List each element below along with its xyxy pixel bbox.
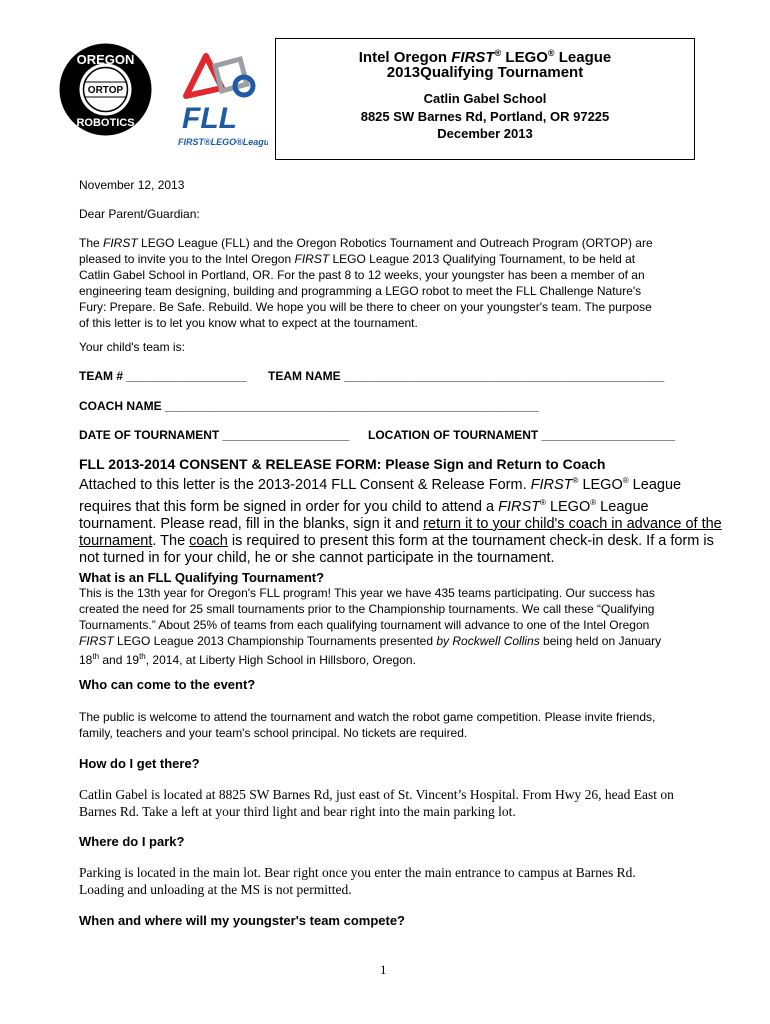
who-heading: Who can come to the event? (79, 677, 256, 692)
page-number: 1 (380, 962, 387, 977)
team-intro: Your child's team is: (79, 340, 185, 354)
park-heading: Where do I park? (79, 834, 185, 849)
compete-heading: When and where will my youngster's team compete? (79, 913, 405, 928)
ortop-center-text: ORTOP (87, 85, 124, 96)
team-number-field[interactable]: TEAM # __________________ (79, 369, 247, 383)
fll-logo (178, 48, 268, 148)
letter-date: November 12, 2013 (79, 178, 185, 192)
fll-caption-rest: ®LEGO®League (204, 137, 268, 147)
intro-paragraph: The FIRST LEGO League (FLL) and the Oregon Robotics Tournament and Outreach Program (ORTOP) are pleased to invite you to the Intel Oregon FIRST LEGO League 2013 Qualifying Tournament, to be held at Catlin Gabel School in Portland, OR. For the past 8 to 12 weeks, your youngster has been a member of an engineering team designing, building and programming a LEGO robot to meet the FLL Challenge Nature's Fury: Prepare. Be Safe. Rebuild. We hope you will be there to cheer on your youngster's team. The purpose of this letter is to let you know what to expect at the tournament. (79, 236, 653, 330)
header-address: 8825 SW Barnes Rd, Portland, OR 97225 (360, 109, 610, 124)
header-date: December 2013 (437, 126, 533, 141)
consent-paragraph: Attached to this letter is the 2013-2014 FLL Consent & Release Form. FIRST® LEGO® League requires that this form be signed in order for you child to attend a FIRST® LEGO® League tournament. Please read, fill in the blanks, sign it and return it to your child's coach in advance of the tournament. The coach is required to present this form at the tournament check-in desk. If a form is not turned in for your child, he or she cannot participate in the tournament. (79, 476, 722, 566)
consent-heading: FLL 2013-2014 CONSENT & RELEASE FORM: Please Sign and Return to Coach (79, 456, 606, 472)
ortop-logo (58, 42, 153, 137)
how-heading: How do I get there? (79, 756, 200, 771)
header-venue: Catlin Gabel School (423, 91, 547, 106)
ortop-top-text: OREGON (76, 52, 135, 67)
header-subtitle: 2013Qualifying Tournament (386, 64, 584, 81)
ortop-bottom-text: ROBOTICS (76, 117, 135, 129)
header-title: Intel Oregon FIRST® LEGO® League (358, 48, 612, 66)
team-name-field[interactable]: TEAM NAME ________________________________________________ (268, 369, 665, 383)
tournament-location-field[interactable]: LOCATION OF TOURNAMENT ____________________ (368, 428, 676, 442)
qualifying-heading: What is an FLL Qualifying Tournament? (79, 570, 325, 585)
salutation: Dear Parent/Guardian: (79, 207, 200, 221)
header-box (275, 38, 695, 160)
how-paragraph: Catlin Gabel is located at 8825 SW Barnes Rd, just east of St. Vincent’s Hospital. From Hwy 26, head East on Barnes Rd. Take a left at your third light and bear right into the main parking lot. (79, 787, 674, 819)
park-paragraph: Parking is located in the main lot. Bear right once you enter the main entrance to campus at Barnes Rd. Loading and unloading at the MS is not permitted. (79, 865, 636, 897)
coach-name-field[interactable]: COACH NAME ________________________________________________________ (79, 399, 539, 413)
fll-caption-first: FIRST (178, 137, 204, 147)
who-paragraph: The public is welcome to attend the tournament and watch the robot game competition. Please invite friends, family, teachers and your team's school principal. No tickets are required. (79, 710, 656, 740)
svg-text:FIRST®LEGO®League (178, 137, 268, 147)
tournament-date-field[interactable]: DATE OF TOURNAMENT ___________________ (79, 428, 350, 442)
qualifying-paragraph: This is the 13th year for Oregon's FLL program! This year we have 435 teams participating. Our success has created the need for 25 small tournaments prior to the Championship tournaments. We call these “Qualifying Tournaments.” About 25% of teams from each qualifying tournament will advance to one of the Intel Oregon FIRST LEGO League 2013 Championship Tournaments presented by Rockwell Collins being held on January 18th and 19th, 2014, at Liberty High School in Hillsboro, Oregon. (79, 586, 662, 667)
fll-letters: FLL (182, 102, 237, 135)
